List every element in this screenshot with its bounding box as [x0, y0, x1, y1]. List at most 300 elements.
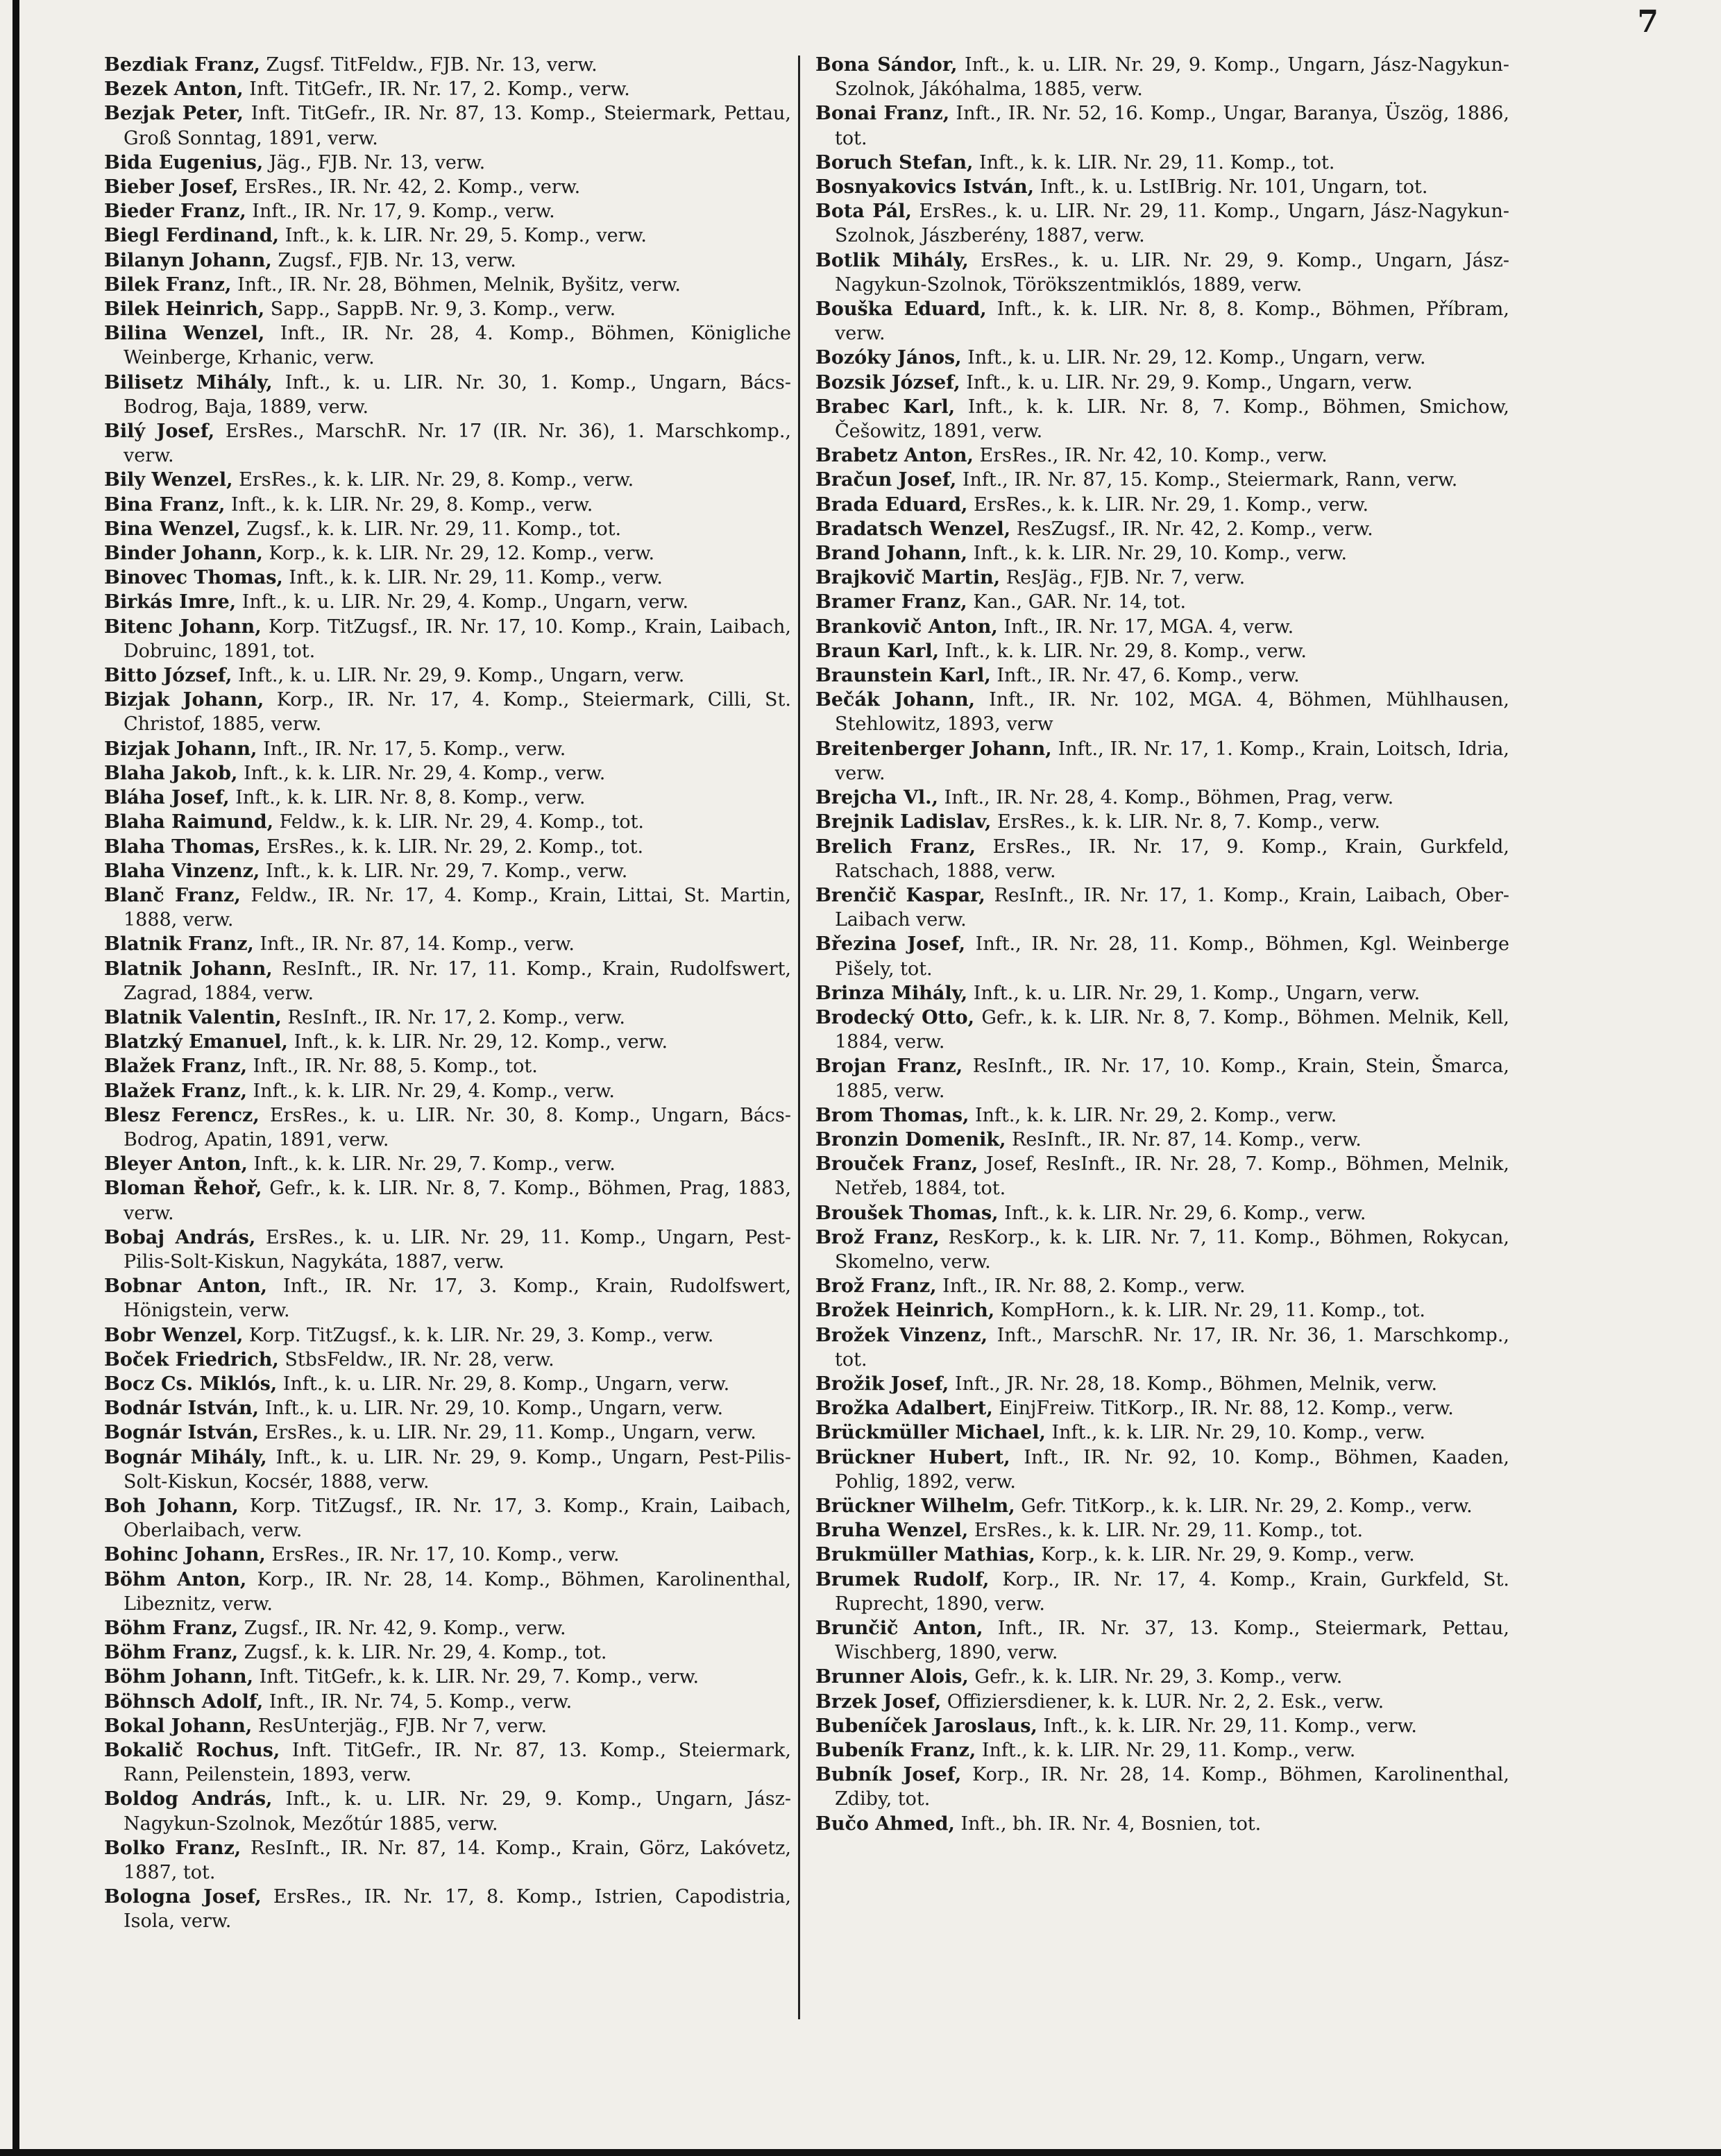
casualty-entry: [815, 541, 1509, 566]
entry-name: Bloman Řehoř,: [104, 1178, 262, 1200]
entry-details: Inft., IR. Nr. 88, 5. Komp., tot.: [246, 1055, 538, 1078]
entry-details: Gefr., k. k. LIR. Nr. 8, 7. Komp., Böhmen, Prag, 1883, verw.: [124, 1178, 791, 1224]
entry-name: Braunstein Karl,: [815, 665, 991, 687]
entry-details: Zugsf., IR. Nr. 42, 9. Komp., verw.: [238, 1618, 566, 1639]
entry-details: ErsRes., k. u. LIR. Nr. 29, 11. Komp., Ungarn, Pest-Pilis-Solt-Kiskun, Nagykáta, 1887, verw.: [124, 1226, 791, 1273]
entry-details: Inft., k. u. LIR. Nr. 29, 8. Komp., Ungarn, verw.: [277, 1373, 730, 1395]
entry-name: Bognár Mihály,: [104, 1446, 267, 1468]
casualty-entry: [104, 1079, 791, 1103]
entry-name: Bona Sándor,: [815, 54, 958, 76]
casualty-entry: [815, 883, 1509, 932]
entry-details: Zugsf., FJB. Nr. 13, verw.: [271, 249, 516, 271]
entry-details: Inft., k. u. LIR. Nr. 29, 12. Komp., Ungarn, verw.: [961, 347, 1426, 369]
right-column: [815, 53, 1509, 1836]
casualty-entry: [815, 1616, 1509, 1665]
entry-details: EinjFreiw. TitKorp., IR. Nr. 88, 12. Komp., verw.: [992, 1398, 1454, 1420]
casualty-entry: [815, 1005, 1509, 1054]
entry-details: ResInft., IR. Nr. 17, 11. Komp., Krain, Rudolfswert, Zagrad, 1884, verw.: [124, 958, 792, 1004]
casualty-entry: [104, 859, 791, 883]
entry-name: Birkás Imre,: [104, 591, 237, 613]
entry-name: Böhm Anton,: [104, 1568, 247, 1590]
entry-details: Inft., IR. Nr. 102, MGA. 4, Böhmen, Mühlhausen, Stehlowitz, 1893, verw: [835, 689, 1509, 736]
entry-name: Bilek Franz,: [104, 273, 232, 296]
entry-name: Bonai Franz,: [815, 103, 950, 125]
casualty-entry: [104, 810, 791, 834]
entry-details: Inft., k. k. LIR. Nr. 8, 8. Komp., verw.: [229, 787, 586, 809]
entry-details: Gefr., k. k. LIR. Nr. 8, 7. Komp., Böhmen. Melnik, Kell, 1884, verw.: [835, 1006, 1509, 1053]
entry-details: Inft. TitGefr., IR. Nr. 17, 2. Komp., verw.: [243, 78, 630, 101]
casualty-entry: [815, 1763, 1509, 1811]
entry-details: ResInft., IR. Nr. 17, 1. Komp., Krain, Laibach, Ober-Laibach verw.: [835, 884, 1509, 931]
casualty-entry: [104, 53, 791, 77]
entry-name: Bilanyn Johann,: [104, 249, 272, 271]
entry-name: Biegl Ferdinand,: [104, 225, 280, 247]
entry-details: Inft., k. u. LIR. Nr. 29, 9. Komp., Ungarn, Jász-Nagykun-Szolnok, Mezőtúr 1885, verw.: [124, 1788, 791, 1835]
entry-details: ErsRes., IR. Nr. 17, 10. Komp., verw.: [265, 1544, 620, 1566]
entry-name: Bocz Cs. Miklós,: [104, 1373, 278, 1395]
casualty-entry: [104, 883, 791, 932]
entry-name: Bina Wenzel,: [104, 518, 241, 540]
entry-details: Inft., IR. Nr. 92, 10. Komp., Böhmen, Kaaden, Pohlig, 1892, verw.: [835, 1446, 1509, 1493]
casualty-entry: [104, 1420, 791, 1445]
casualty-entry: [104, 1274, 791, 1323]
casualty-entry: [815, 1372, 1509, 1396]
entry-name: Bramer Franz,: [815, 591, 967, 613]
entry-name: Březina Josef,: [815, 933, 965, 956]
entry-details: Korp., IR. Nr. 28, 14. Komp., Böhmen, Karolinenthal, Libeznitz, verw.: [124, 1568, 791, 1615]
entry-details: ResUnterjäg., FJB. Nr 7, verw.: [252, 1715, 548, 1737]
entry-details: ErsRes., k. u. LIR. Nr. 29, 9. Komp., Ungarn, Jász-Nagykun-Szolnok, Törökszentmiklós, 1889, verw.: [835, 249, 1509, 296]
entry-details: Inft., k. k. LIR. Nr. 29, 7. Komp., verw.: [260, 860, 628, 882]
entry-name: Bitenc Johann,: [104, 616, 262, 638]
casualty-entry: [815, 1445, 1509, 1494]
casualty-entry: [104, 737, 791, 761]
entry-details: Inft., k. k. LIR. Nr. 29, 7. Komp., verw.: [247, 1153, 616, 1175]
casualty-entry: [815, 1054, 1509, 1103]
entry-name: Bosnyakovics István,: [815, 176, 1035, 198]
entry-name: Boček Friedrich,: [104, 1348, 279, 1370]
entry-name: Brukmüller Mathias,: [815, 1544, 1035, 1566]
casualty-entry: [104, 1005, 791, 1030]
entry-details: Josef, ResInft., IR. Nr. 28, 7. Komp., Böhmen, Melnik, Netřeb, 1884, tot.: [835, 1153, 1509, 1200]
casualty-entry: [104, 590, 791, 614]
entry-details: Inft., IR. Nr. 17, 3. Komp., Krain, Rudolfswert, Hönigstein, verw.: [124, 1275, 791, 1322]
entry-name: Blaha Jakob,: [104, 762, 238, 784]
casualty-entry: [104, 957, 791, 1005]
entry-details: Inft., k. k. LIR. Nr. 29, 11. Komp., verw.: [1037, 1715, 1417, 1737]
casualty-entry: [815, 1201, 1509, 1225]
entry-name: Bilina Wenzel,: [104, 323, 265, 345]
casualty-entry: [815, 346, 1509, 370]
casualty-entry: [104, 1054, 791, 1078]
entry-details: Korp. TitZugsf., IR. Nr. 17, 10. Komp., Krain, Laibach, Dobruinc, 1891, tot.: [124, 616, 791, 662]
entry-details: ErsRes., k. k. LIR. Nr. 29, 1. Komp., verw.: [967, 493, 1369, 516]
casualty-entry: [815, 151, 1509, 175]
entry-name: Bobaj András,: [104, 1226, 256, 1248]
entry-name: Brom Thomas,: [815, 1104, 969, 1126]
casualty-entry: [104, 615, 791, 663]
entry-details: ErsRes., MarschR. Nr. 17 (IR. Nr. 36), 1. Marschkomp., verw.: [124, 421, 791, 467]
entry-name: Bračun Josef,: [815, 469, 957, 491]
entry-details: Inft., JR. Nr. 28, 18. Komp., Böhmen, Melnik, verw.: [949, 1373, 1438, 1395]
entry-name: Bologna Josef,: [104, 1886, 262, 1908]
casualty-entry: [104, 1665, 791, 1689]
entry-name: Böhm Franz,: [104, 1642, 239, 1664]
entry-details: ResInft., IR. Nr. 17, 2. Komp., verw.: [281, 1006, 625, 1028]
entry-name: Blažek Franz,: [104, 1080, 247, 1102]
entry-details: ErsRes., k. u. LIR. Nr. 30, 8. Komp., Ungarn, Bács-Bodrog, Apatin, 1891, verw.: [124, 1104, 791, 1151]
entry-details: ResInft., IR. Nr. 87, 14. Komp., Krain, Görz, Lakóvetz, 1887, tot.: [124, 1837, 791, 1884]
entry-name: Bleyer Anton,: [104, 1153, 248, 1175]
entry-details: Inft., IR. Nr. 47, 6. Komp., verw.: [990, 665, 1300, 687]
entry-name: Brožik Josef,: [815, 1373, 949, 1395]
entry-name: Bradatsch Wenzel,: [815, 518, 1011, 540]
entry-name: Brož Franz,: [815, 1226, 940, 1248]
casualty-entry: [815, 1103, 1509, 1128]
entry-details: ErsRes., IR. Nr. 17, 8. Komp., Istrien, Capodistria, Isola, verw.: [124, 1886, 791, 1933]
entry-name: Brejnik Ladislav,: [815, 811, 992, 833]
casualty-entry: [815, 1225, 1509, 1274]
entry-details: ErsRes., k. k. LIR. Nr. 29, 2. Komp., tot.: [260, 835, 644, 858]
entry-details: Offiziersdiener, k. k. LUR. Nr. 2, 2. Esk., verw.: [941, 1690, 1384, 1713]
entry-name: Brajkovič Martin,: [815, 567, 1001, 589]
entry-details: Gefr., k. k. LIR. Nr. 29, 3. Komp., verw.: [968, 1666, 1343, 1688]
entry-name: Brodecký Otto,: [815, 1006, 974, 1028]
entry-details: Zugsf. TitFeldw., FJB. Nr. 13, verw.: [260, 54, 597, 76]
entry-name: Bizjak Johann,: [104, 738, 257, 760]
entry-name: Bognár István,: [104, 1422, 259, 1444]
entry-name: Broušek Thomas,: [815, 1202, 999, 1224]
casualty-entry: [104, 297, 791, 321]
entry-details: Sapp., SappB. Nr. 9, 3. Komp., verw.: [264, 298, 616, 321]
casualty-entry: [104, 688, 791, 736]
entry-details: Inft., k. u. LIR. Nr. 29, 9. Komp., Ungarn, verw.: [232, 665, 685, 687]
entry-details: Inft. TitGefr., k. k. LIR. Nr. 29, 7. Komp., verw.: [253, 1666, 700, 1688]
entry-details: Inft., IR. Nr. 87, 15. Komp., Steiermark, Rann, verw.: [956, 469, 1458, 491]
casualty-entry: [815, 639, 1509, 663]
casualty-entry: [815, 1665, 1509, 1689]
entry-name: Brückner Wilhelm,: [815, 1495, 1015, 1517]
entry-name: Bodnár István,: [104, 1398, 259, 1420]
casualty-entry: [815, 517, 1509, 541]
entry-name: Bučo Ahmed,: [815, 1813, 955, 1835]
casualty-entry: [104, 663, 791, 688]
entry-details: Inft., MarschR. Nr. 17, IR. Nr. 36, 1. Marschkomp., tot.: [835, 1324, 1509, 1370]
casualty-entry: [815, 101, 1509, 150]
entry-name: Brunčič Anton,: [815, 1618, 983, 1639]
entry-details: Inft., IR. Nr. 17, 9. Komp., verw.: [246, 201, 555, 223]
casualty-entry: [104, 786, 791, 810]
entry-name: Bida Eugenius,: [104, 151, 264, 173]
entry-name: Binovec Thomas,: [104, 567, 283, 589]
casualty-entry: [104, 321, 791, 370]
entry-details: Inft., k. k. LIR. Nr. 8, 8. Komp., Böhmen, Příbram, verw.: [835, 298, 1509, 345]
entry-details: Kan., GAR. Nr. 14, tot.: [967, 591, 1187, 613]
casualty-entry: [815, 932, 1509, 981]
casualty-entry: [815, 1690, 1509, 1714]
entry-name: Bokal Johann,: [104, 1715, 253, 1737]
entry-details: Inft., k. k. LIR. Nr. 29, 2. Komp., verw.: [969, 1104, 1337, 1126]
entry-details: Inft., k. k. LIR. Nr. 29, 8. Komp., verw.: [939, 640, 1307, 662]
entry-details: Korp., IR. Nr. 17, 4. Komp., Krain, Gurkfeld, St. Ruprecht, 1890, verw.: [835, 1568, 1509, 1615]
casualty-entry: [815, 1494, 1509, 1518]
entry-details: ResInft., IR. Nr. 87, 14. Komp., verw.: [1006, 1128, 1362, 1151]
entry-details: Inft., k. k. LIR. Nr. 8, 7. Komp., Böhmen, Smichow, Češowitz, 1891, verw.: [835, 396, 1510, 443]
entry-name: Blanč Franz,: [104, 884, 241, 906]
entry-name: Bobnar Anton,: [104, 1275, 267, 1298]
casualty-entry: [815, 53, 1509, 101]
entry-details: ResKorp., k. k. LIR. Nr. 7, 11. Komp., Böhmen, Rokycan, Skomelno, verw.: [835, 1226, 1509, 1273]
entry-details: Inft., k. u. LIR. Nr. 29, 9. Komp., Ungarn, Pest-Pilis-Solt-Kiskun, Kocsér, 1888, verw.: [124, 1446, 791, 1493]
casualty-entry: [815, 737, 1509, 786]
page-edge-bottom: [0, 2149, 1721, 2156]
entry-details: ErsRes., IR. Nr. 42, 2. Komp., verw.: [238, 176, 581, 198]
entry-details: Inft., IR. Nr. 28, 4. Komp., Böhmen, Prag, verw.: [938, 787, 1394, 809]
casualty-entry: [104, 1543, 791, 1567]
entry-name: Blatnik Johann,: [104, 958, 273, 980]
entry-details: Inft., k. k. LIR. Nr. 29, 6. Komp., verw.: [998, 1202, 1366, 1224]
casualty-entry: [104, 1568, 791, 1616]
entry-name: Bozóky János,: [815, 347, 962, 369]
entry-name: Breitenberger Johann,: [815, 738, 1052, 760]
casualty-entry: [104, 199, 791, 223]
entry-name: Brožka Adalbert,: [815, 1398, 993, 1420]
casualty-entry: [815, 615, 1509, 639]
entry-details: Inft., IR. Nr. 74, 5. Komp., verw.: [263, 1690, 573, 1713]
entry-name: Bronzin Domenik,: [815, 1128, 1006, 1151]
entry-name: Brožek Vinzenz,: [815, 1324, 987, 1346]
casualty-entry: [104, 1225, 791, 1274]
entry-name: Boldog András,: [104, 1788, 273, 1810]
entry-details: Inft., k. k. LIR. Nr. 29, 12. Komp., verw.: [287, 1031, 668, 1053]
casualty-entry: [104, 248, 791, 273]
casualty-entry: [815, 590, 1509, 614]
entry-name: Brinza Mihály,: [815, 982, 968, 1004]
casualty-entry: [104, 273, 791, 297]
casualty-entry: [815, 493, 1509, 517]
entry-name: Brabec Karl,: [815, 396, 956, 418]
casualty-entry: [815, 1128, 1509, 1152]
entry-name: Boh Johann,: [104, 1495, 239, 1517]
casualty-entry: [104, 1494, 791, 1543]
entry-details: Korp., k. k. LIR. Nr. 29, 9. Komp., verw.: [1035, 1544, 1415, 1566]
entry-name: Bezdiak Franz,: [104, 54, 260, 76]
entry-name: Brückner Hubert,: [815, 1446, 1010, 1468]
casualty-entry: [104, 419, 791, 468]
casualty-entry: [104, 1176, 791, 1225]
casualty-entry: [104, 1640, 791, 1665]
casualty-entry: [815, 1396, 1509, 1420]
entry-details: Inft., bh. IR. Nr. 4, Bosnien, tot.: [954, 1813, 1262, 1835]
entry-name: Brunner Alois,: [815, 1666, 969, 1688]
entry-details: Inft., k. u. LIR. Nr. 30, 1. Komp., Ungarn, Bács-Bodrog, Baja, 1889, verw.: [124, 371, 791, 418]
casualty-entry: [104, 541, 791, 566]
entry-name: Brouček Franz,: [815, 1153, 978, 1175]
entry-name: Brož Franz,: [815, 1275, 937, 1298]
entry-name: Brojan Franz,: [815, 1055, 963, 1078]
entry-name: Bilek Heinrich,: [104, 298, 265, 321]
entry-details: Inft., k. u. LIR. Nr. 29, 4. Komp., Ungarn, verw.: [236, 591, 689, 613]
entry-name: Bilisetz Mihály,: [104, 371, 273, 393]
entry-name: Brožek Heinrich,: [815, 1300, 995, 1322]
casualty-entry: [104, 468, 791, 492]
casualty-entry: [104, 1372, 791, 1396]
entry-details: Korp., IR. Nr. 17, 4. Komp., Steiermark, Cilli, St. Christof, 1885, verw.: [124, 689, 791, 736]
entry-name: Boruch Stefan,: [815, 151, 974, 173]
entry-name: Bubeník Franz,: [815, 1740, 976, 1762]
entry-name: Bokalič Rochus,: [104, 1740, 280, 1762]
entry-name: Blesz Ferencz,: [104, 1104, 260, 1126]
entry-name: Bota Pál,: [815, 201, 912, 223]
casualty-entry: [815, 663, 1509, 688]
entry-details: Inft., k. k. LIR. Nr. 29, 8. Komp., verw.: [225, 493, 593, 516]
casualty-entry: [104, 932, 791, 956]
casualty-entry: [815, 468, 1509, 492]
entry-name: Bolko Franz,: [104, 1837, 241, 1859]
entry-name: Brumek Rudolf,: [815, 1568, 990, 1590]
casualty-entry: [815, 810, 1509, 834]
casualty-entry: [815, 297, 1509, 346]
casualty-entry: [104, 151, 791, 175]
casualty-entry: [104, 77, 791, 101]
entry-details: Inft. TitGefr., IR. Nr. 87, 13. Komp., Steiermark, Pettau, Groß Sonntag, 1891, verw.: [124, 103, 791, 149]
entry-details: Inft., k. k. LIR. Nr. 29, 10. Komp., verw.: [1045, 1422, 1425, 1444]
casualty-entry: [815, 688, 1509, 736]
entry-name: Brzek Josef,: [815, 1690, 942, 1713]
entry-name: Bitto József,: [104, 665, 232, 687]
casualty-entry: [815, 1568, 1509, 1616]
casualty-entry: [104, 1103, 791, 1152]
entry-details: Inft., IR. Nr. 87, 14. Komp., verw.: [253, 933, 575, 956]
casualty-entry: [104, 223, 791, 248]
entry-details: Inft., k. u. LIR. Nr. 29, 1. Komp., Ungarn, verw.: [967, 982, 1421, 1004]
page-edge-left: [12, 0, 19, 2156]
entry-details: ErsRes., k. k. LIR. Nr. 29, 8. Komp., verw.: [232, 469, 634, 491]
left-column: [104, 53, 791, 1934]
entry-name: Bruha Wenzel,: [815, 1520, 969, 1542]
entry-details: Inft. TitGefr., IR. Nr. 87, 13. Komp., Steiermark, Rann, Peilenstein, 1893, verw.: [124, 1740, 792, 1786]
casualty-entry: [815, 835, 1509, 883]
entry-name: Bubník Josef,: [815, 1764, 962, 1786]
casualty-entry: [815, 1420, 1509, 1445]
entry-details: Korp., k. k. LIR. Nr. 29, 12. Komp., verw.: [262, 543, 655, 565]
casualty-entry: [104, 1323, 791, 1348]
entry-details: Inft., k. k. LIR. Nr. 29, 11. Komp., verw.: [282, 567, 663, 589]
entry-name: Böhm Franz,: [104, 1618, 239, 1639]
casualty-entry: [104, 1714, 791, 1738]
entry-details: Inft., k. k. LIR. Nr. 29, 10. Komp., verw.: [967, 543, 1348, 565]
entry-name: Bohinc Johann,: [104, 1544, 266, 1566]
casualty-entry: [815, 175, 1509, 199]
entry-details: Inft., IR. Nr. 52, 16. Komp., Ungar, Baranya, Üszög, 1886, tot.: [835, 103, 1510, 149]
casualty-entry: [104, 835, 791, 859]
entry-name: Brenčič Kaspar,: [815, 884, 985, 906]
entry-details: Inft., IR. Nr. 28, Böhmen, Melnik, Byšitz, verw.: [231, 273, 681, 296]
entry-name: Blatnik Franz,: [104, 933, 254, 956]
entry-details: Jäg., FJB. Nr. 13, verw.: [263, 151, 486, 173]
entry-name: Braun Karl,: [815, 640, 940, 662]
casualty-entry: [815, 1323, 1509, 1372]
casualty-entry: [815, 1152, 1509, 1200]
entry-name: Brabetz Anton,: [815, 445, 974, 467]
entry-details: Inft., IR. Nr. 28, 11. Komp., Böhmen, Kgl. Weinberge Pišely, tot.: [835, 933, 1509, 980]
casualty-entry: [815, 566, 1509, 590]
entry-details: Inft., k. u. LIR. Nr. 29, 9. Komp., Ungarn, Jász-Nagykun-Szolnok, Jákóhalma, 1885, verw.: [835, 54, 1509, 101]
casualty-entry: [104, 1787, 791, 1835]
casualty-entry: [815, 1714, 1509, 1738]
entry-details: Inft., k. k. LIR. Nr. 29, 11. Komp., tot.: [973, 151, 1335, 173]
entry-name: Bláha Josef,: [104, 787, 230, 809]
entry-details: Inft., IR. Nr. 37, 13. Komp., Steiermark, Pettau, Wischberg, 1890, verw.: [835, 1618, 1509, 1664]
entry-details: ErsRes., k. u. LIR. Nr. 29, 11. Komp., Ungarn, Jász-Nagykun-Szolnok, Jászberény, 1887, verw.: [835, 201, 1509, 247]
entry-name: Brückmüller Michael,: [815, 1422, 1046, 1444]
casualty-entry: [104, 1616, 791, 1640]
entry-name: Brelich Franz,: [815, 835, 976, 858]
entry-name: Blaha Vinzenz,: [104, 860, 260, 882]
entry-name: Bezek Anton,: [104, 78, 244, 101]
casualty-entry: [104, 1836, 791, 1885]
casualty-entry: [104, 493, 791, 517]
entry-details: Inft., k. u. LstIBrig. Nr. 101, Ungarn, tot.: [1034, 176, 1428, 198]
entry-name: Bieder Franz,: [104, 201, 246, 223]
entry-name: Bezjak Peter,: [104, 103, 244, 125]
casualty-entry: [104, 101, 791, 150]
casualty-entry: [104, 517, 791, 541]
entry-details: Inft., IR. Nr. 17, MGA. 4, verw.: [997, 616, 1294, 638]
entry-details: Inft., IR. Nr. 28, 4. Komp., Böhmen, Königliche Weinberge, Krhanic, verw.: [124, 323, 791, 369]
casualty-entry: [104, 1690, 791, 1714]
casualty-entry: [815, 443, 1509, 468]
entry-details: Inft., k. u. LIR. Nr. 29, 9. Komp., Ungarn, verw.: [960, 371, 1413, 393]
entry-details: Inft., k. k. LIR. Nr. 29, 11. Komp., verw.: [976, 1740, 1356, 1762]
casualty-entry: [104, 1738, 791, 1787]
entry-name: Blaha Raimund,: [104, 811, 274, 833]
casualty-entry: [104, 1396, 791, 1420]
entry-name: Bina Franz,: [104, 493, 226, 516]
entry-name: Botlik Mihály,: [815, 249, 969, 271]
casualty-entry: [815, 1518, 1509, 1543]
entry-name: Bizjak Johann,: [104, 689, 264, 711]
casualty-entry: [104, 761, 791, 786]
casualty-entry: [815, 786, 1509, 810]
entry-name: Brand Johann,: [815, 543, 968, 565]
entry-name: Bouška Eduard,: [815, 298, 987, 321]
entry-name: Blažek Franz,: [104, 1055, 247, 1078]
casualty-entry: [815, 1274, 1509, 1298]
entry-details: ErsRes., IR. Nr. 17, 9. Komp., Krain, Gurkfeld, Ratschach, 1888, verw.: [835, 835, 1509, 882]
entry-details: ErsRes., IR. Nr. 42, 10. Komp., verw.: [973, 445, 1328, 467]
entry-details: Inft., IR. Nr. 17, 5. Komp., verw.: [257, 738, 566, 760]
casualty-entry: [104, 175, 791, 199]
casualty-entry: [815, 199, 1509, 248]
casualty-entry: [815, 371, 1509, 395]
page-number: 7: [1637, 4, 1659, 40]
casualty-entry: [104, 1885, 791, 1933]
entry-details: Inft., k. k. LIR. Nr. 29, 5. Komp., verw.: [279, 225, 647, 247]
entry-details: ErsRes., k. k. LIR. Nr. 8, 7. Komp., verw.: [991, 811, 1380, 833]
entry-details: Zugsf., k. k. LIR. Nr. 29, 4. Komp., tot.: [238, 1642, 607, 1664]
entry-details: Inft., k. u. LIR. Nr. 29, 10. Komp., Ungarn, verw.: [258, 1398, 724, 1420]
entry-details: KompHorn., k. k. LIR. Nr. 29, 11. Komp., tot.: [994, 1300, 1426, 1322]
entry-name: Bieber Josef,: [104, 176, 239, 198]
casualty-entry: [104, 1030, 791, 1054]
entry-details: Inft., IR. Nr. 88, 2. Komp., verw.: [936, 1275, 1246, 1298]
entry-details: StbsFeldw., IR. Nr. 28, verw.: [278, 1348, 554, 1370]
entry-details: Korp. TitZugsf., k. k. LIR. Nr. 29, 3. Komp., verw.: [243, 1324, 714, 1346]
entry-details: Feldw., IR. Nr. 17, 4. Komp., Krain, Littai, St. Martin, 1888, verw.: [124, 884, 791, 931]
entry-details: Inft., k. k. LIR. Nr. 29, 4. Komp., verw.: [237, 762, 606, 784]
entry-name: Blatnik Valentin,: [104, 1006, 282, 1028]
